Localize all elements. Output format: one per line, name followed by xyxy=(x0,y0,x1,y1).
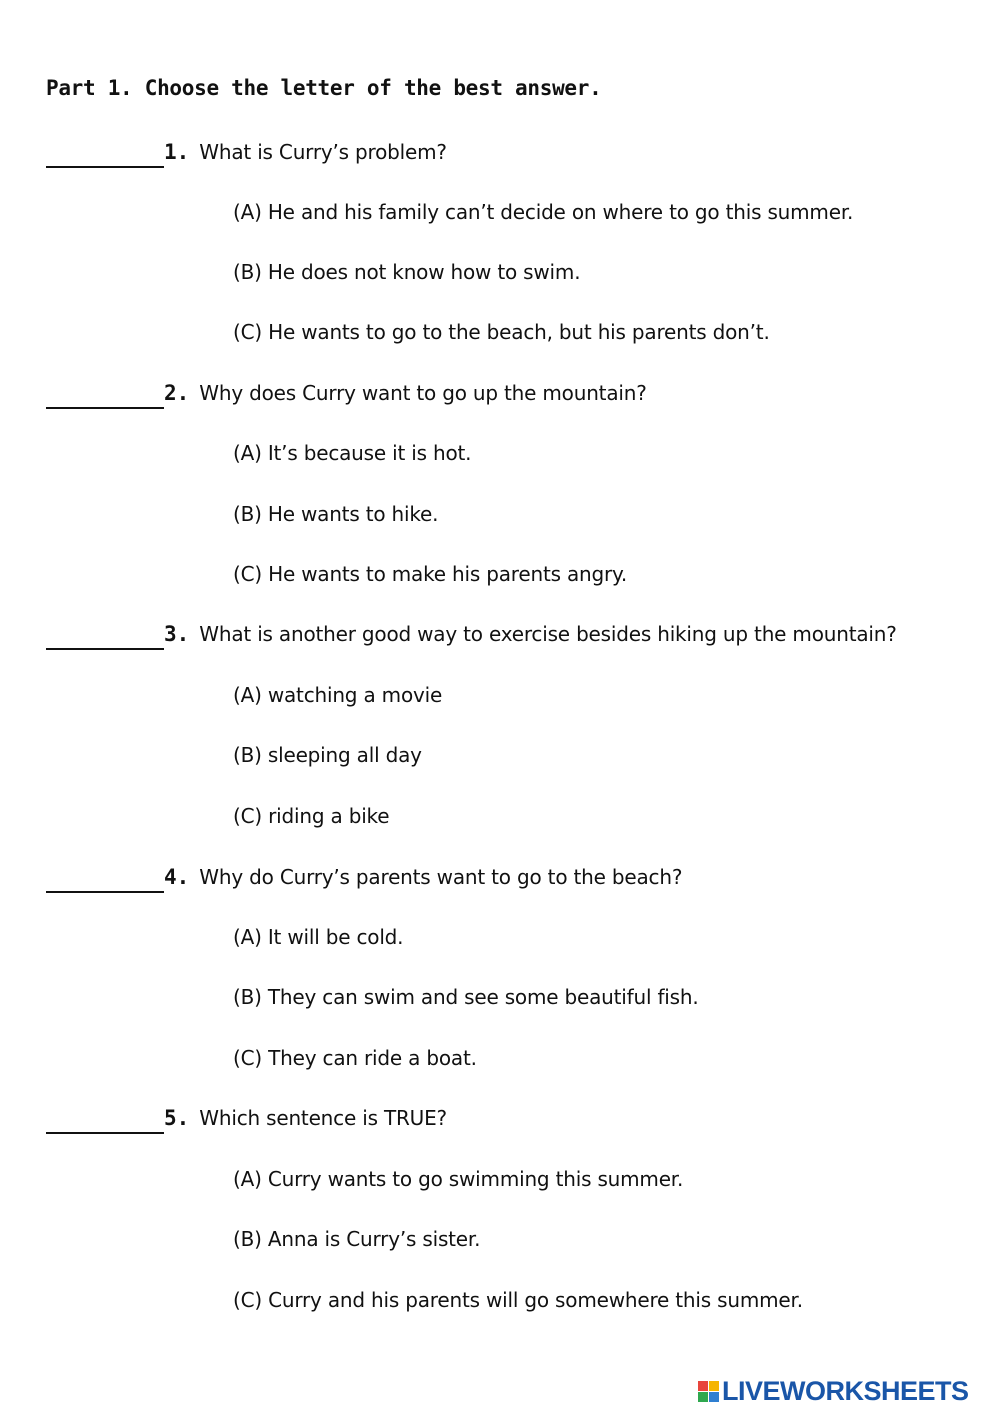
question-text: What is another good way to exercise besides hiking up the mountain? xyxy=(199,622,897,646)
option-4a: (A) It will be cold. xyxy=(233,925,404,949)
option-5b: (B) Anna is Curry’s sister. xyxy=(233,1227,481,1251)
option-2b: (B) He wants to hike. xyxy=(233,502,439,526)
question-number: 5. xyxy=(164,1106,190,1130)
question-number: 4. xyxy=(164,865,190,889)
option-2a: (A) It’s because it is hot. xyxy=(233,441,472,465)
answer-blank-2[interactable] xyxy=(46,385,164,409)
question-text: Why does Curry want to go up the mountain? xyxy=(199,381,647,405)
option-4c: (C) They can ride a boat. xyxy=(233,1046,477,1070)
option-3a: (A) watching a movie xyxy=(233,683,443,707)
logo-text: LIVEWORKSHEETS xyxy=(722,1376,969,1406)
question-number: 2. xyxy=(164,381,190,405)
option-1a: (A) He and his family can’t decide on where to go this summer. xyxy=(233,200,854,224)
answer-blank-3[interactable] xyxy=(46,626,164,650)
section-heading: Part 1. Choose the letter of the best answer. xyxy=(46,76,602,100)
liveworksheets-logo-icon xyxy=(698,1381,719,1402)
question-4 xyxy=(46,865,682,893)
question-text: Which sentence is TRUE? xyxy=(199,1106,447,1130)
question-text: Why do Curry’s parents want to go to the beach? xyxy=(199,865,683,889)
option-3b: (B) sleeping all day xyxy=(233,743,422,767)
question-5 xyxy=(46,1106,447,1134)
liveworksheets-logo xyxy=(698,1378,969,1405)
option-1c: (C) He wants to go to the beach, but his parents don’t. xyxy=(233,320,770,344)
question-2 xyxy=(46,381,647,409)
option-3c: (C) riding a bike xyxy=(233,804,390,828)
option-5a: (A) Curry wants to go swimming this summer. xyxy=(233,1167,684,1191)
question-1 xyxy=(46,140,447,168)
question-text: What is Curry’s problem? xyxy=(199,140,447,164)
option-2c: (C) He wants to make his parents angry. xyxy=(233,562,627,586)
question-number: 1. xyxy=(164,140,190,164)
answer-blank-1[interactable] xyxy=(46,144,164,168)
answer-blank-5[interactable] xyxy=(46,1110,164,1134)
option-4b: (B) They can swim and see some beautiful fish. xyxy=(233,985,699,1009)
question-3 xyxy=(46,622,897,650)
option-1b: (B) He does not know how to swim. xyxy=(233,260,581,284)
option-5c: (C) Curry and his parents will go somewhere this summer. xyxy=(233,1288,803,1312)
answer-blank-4[interactable] xyxy=(46,869,164,893)
question-number: 3. xyxy=(164,622,190,646)
